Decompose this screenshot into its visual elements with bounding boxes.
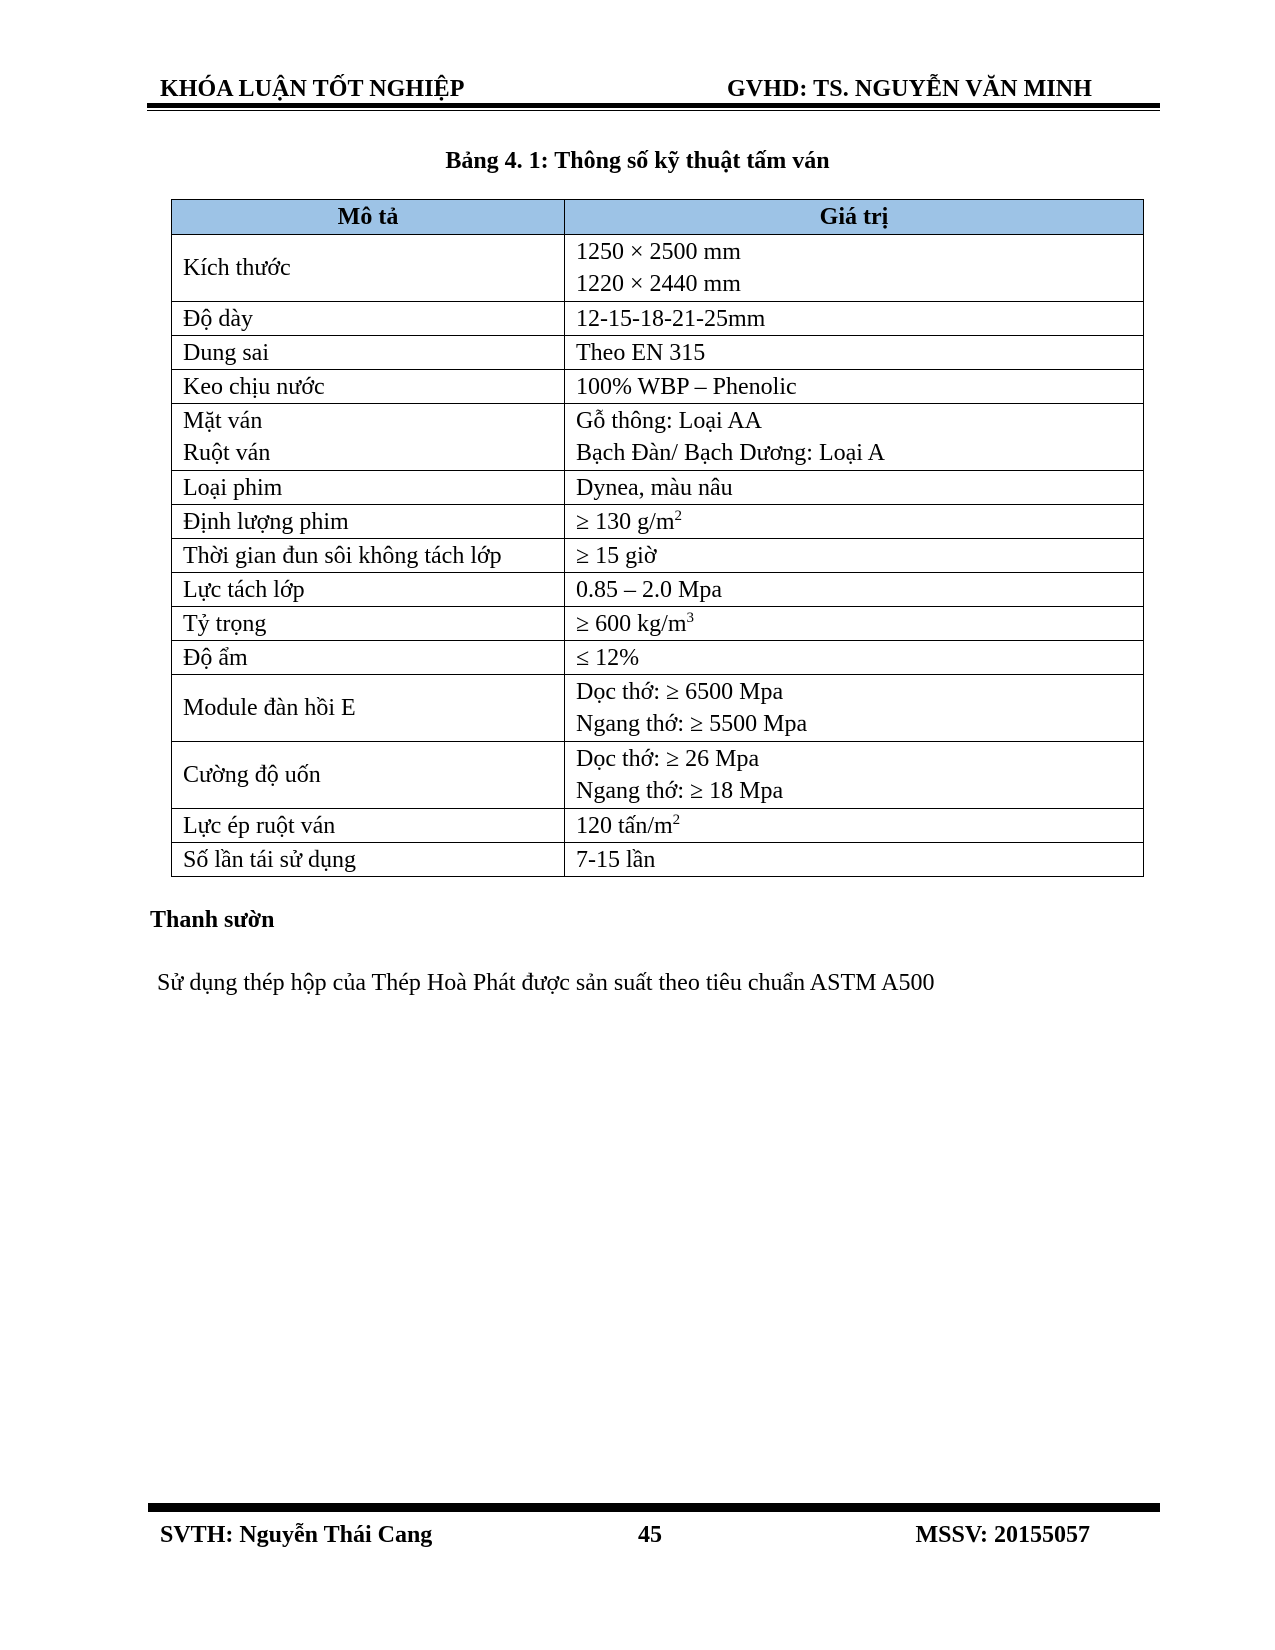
cell-value bbox=[565, 641, 1144, 675]
column-header-description: Mô tả bbox=[172, 200, 565, 235]
value-line bbox=[576, 608, 1132, 640]
table-row bbox=[172, 539, 1144, 573]
value-text: Dynea, màu nâu bbox=[576, 474, 733, 501]
cell-value bbox=[565, 471, 1144, 505]
spec-table bbox=[171, 199, 1144, 877]
cell-description bbox=[172, 742, 565, 809]
value-text: Gỗ thông: Loại AA bbox=[576, 408, 762, 434]
value-line bbox=[576, 437, 1132, 469]
cell-value bbox=[565, 675, 1144, 742]
cell-value bbox=[565, 809, 1144, 843]
header-advisor: GVHD: TS. NGUYỄN VĂN MINH bbox=[727, 76, 1092, 102]
value-text: Dọc thớ: ≥ 26 Mpa bbox=[576, 746, 760, 772]
value-text: ≤ 12% bbox=[576, 644, 640, 671]
cell-description bbox=[172, 471, 565, 505]
cell-value bbox=[565, 742, 1144, 809]
description-text: Module đàn hồi E bbox=[183, 695, 356, 721]
cell-value bbox=[565, 607, 1144, 641]
value-line bbox=[576, 775, 1132, 807]
table-row bbox=[172, 843, 1144, 877]
table-row bbox=[172, 607, 1144, 641]
description-text: Mặt ván bbox=[183, 408, 263, 434]
description-text: Độ dày bbox=[183, 305, 253, 332]
table-row bbox=[172, 370, 1144, 404]
unit-exponent: 3 bbox=[686, 609, 695, 626]
value-text: ≥ 600 kg/m bbox=[576, 610, 687, 637]
description-text: Thời gian đun sôi không tách lớp bbox=[183, 542, 502, 569]
cell-description bbox=[172, 641, 565, 675]
value-line bbox=[576, 303, 1132, 335]
page-number: 45 bbox=[638, 1522, 662, 1548]
value-line bbox=[576, 844, 1132, 876]
value-line bbox=[576, 708, 1132, 740]
value-text: ≥ 130 g/m bbox=[576, 508, 675, 535]
description-text: Cường độ uốn bbox=[183, 762, 321, 788]
value-line bbox=[576, 472, 1132, 504]
unit-exponent: 2 bbox=[674, 507, 683, 524]
cell-description bbox=[172, 843, 565, 877]
value-line bbox=[576, 506, 1132, 538]
table-row bbox=[172, 505, 1144, 539]
value-line bbox=[576, 268, 1132, 300]
value-line bbox=[576, 540, 1132, 572]
header-thesis-title: KHÓA LUẬN TỐT NGHIỆP bbox=[160, 76, 465, 102]
description-text: Độ ẩm bbox=[183, 644, 248, 671]
cell-value bbox=[565, 539, 1144, 573]
page-footer bbox=[148, 1512, 1160, 1552]
header-rule-thin bbox=[147, 110, 1160, 111]
value-text: ≥ 15 giờ bbox=[576, 542, 657, 569]
description-text: Dung sai bbox=[183, 339, 269, 366]
cell-description bbox=[172, 809, 565, 843]
value-text: 0.85 – 2.0 Mpa bbox=[576, 576, 722, 603]
cell-description bbox=[172, 573, 565, 607]
value-text: 12-15-18-21-25mm bbox=[576, 305, 766, 332]
footer-rule bbox=[148, 1503, 1160, 1512]
cell-description bbox=[172, 404, 565, 471]
cell-description bbox=[172, 302, 565, 336]
value-line bbox=[576, 405, 1132, 437]
value-text: 7-15 lần bbox=[576, 846, 656, 873]
value-text: 1220 × 2440 mm bbox=[576, 271, 741, 297]
description-text: Keo chịu nước bbox=[183, 373, 325, 400]
table-row bbox=[172, 809, 1144, 843]
value-line bbox=[576, 236, 1132, 268]
table-row bbox=[172, 641, 1144, 675]
value-line bbox=[576, 642, 1132, 674]
description-text: Tỷ trọng bbox=[183, 610, 267, 637]
cell-value bbox=[565, 370, 1144, 404]
table-header-row bbox=[172, 200, 1144, 235]
table-row bbox=[172, 675, 1144, 742]
value-line bbox=[576, 337, 1132, 369]
description-text: Số lần tái sử dụng bbox=[183, 846, 357, 873]
cell-value bbox=[565, 573, 1144, 607]
value-line bbox=[576, 574, 1132, 606]
value-text: Ngang thớ: ≥ 5500 Mpa bbox=[576, 711, 808, 737]
value-text: Bạch Đàn/ Bạch Dương: Loại A bbox=[576, 440, 885, 466]
description-text: Kích thước bbox=[183, 255, 291, 281]
cell-description bbox=[172, 539, 565, 573]
table-row bbox=[172, 742, 1144, 809]
value-text: 100% WBP – Phenolic bbox=[576, 373, 797, 400]
cell-value bbox=[565, 302, 1144, 336]
column-header-value: Giá trị bbox=[565, 200, 1144, 235]
value-text: Ngang thớ: ≥ 18 Mpa bbox=[576, 778, 784, 804]
cell-description bbox=[172, 505, 565, 539]
unit-exponent: 2 bbox=[672, 811, 681, 828]
value-text: Theo EN 315 bbox=[576, 339, 706, 366]
value-text: 120 tấn/m bbox=[576, 812, 673, 839]
description-text: Ruột ván bbox=[183, 440, 271, 466]
value-line bbox=[576, 810, 1132, 842]
description-text: Định lượng phim bbox=[183, 508, 349, 535]
cell-description bbox=[172, 235, 565, 302]
value-line bbox=[576, 676, 1132, 708]
cell-value bbox=[565, 235, 1144, 302]
table-row bbox=[172, 404, 1144, 471]
cell-description bbox=[172, 336, 565, 370]
cell-description bbox=[172, 607, 565, 641]
table-row bbox=[172, 573, 1144, 607]
value-line bbox=[576, 743, 1132, 775]
value-text: 1250 × 2500 mm bbox=[576, 239, 741, 265]
table-row bbox=[172, 235, 1144, 302]
cell-description bbox=[172, 370, 565, 404]
cell-value bbox=[565, 843, 1144, 877]
description-text: Lực tách lớp bbox=[183, 576, 305, 603]
description-text: Lực ép ruột ván bbox=[183, 812, 336, 839]
value-text: Dọc thớ: ≥ 6500 Mpa bbox=[576, 679, 784, 705]
description-text: Loại phim bbox=[183, 474, 283, 501]
cell-value bbox=[565, 336, 1144, 370]
body-paragraph: Sử dụng thép hộp của Thép Hoà Phát được sản suất theo tiêu chuẩn ASTM A500 bbox=[157, 970, 935, 996]
table-row bbox=[172, 336, 1144, 370]
footer-student: SVTH: Nguyễn Thái Cang bbox=[160, 1522, 433, 1548]
section-heading: Thanh sườn bbox=[150, 907, 275, 933]
footer-student-id: MSSV: 20155057 bbox=[915, 1522, 1090, 1548]
table-caption: Bảng 4. 1: Thông số kỹ thuật tấm ván bbox=[445, 148, 830, 174]
header-rule-thick bbox=[147, 103, 1160, 108]
cell-description bbox=[172, 675, 565, 742]
table-row bbox=[172, 471, 1144, 505]
table-body bbox=[172, 235, 1144, 877]
cell-value bbox=[565, 404, 1144, 471]
table-row bbox=[172, 302, 1144, 336]
cell-value bbox=[565, 505, 1144, 539]
value-line bbox=[576, 371, 1132, 403]
